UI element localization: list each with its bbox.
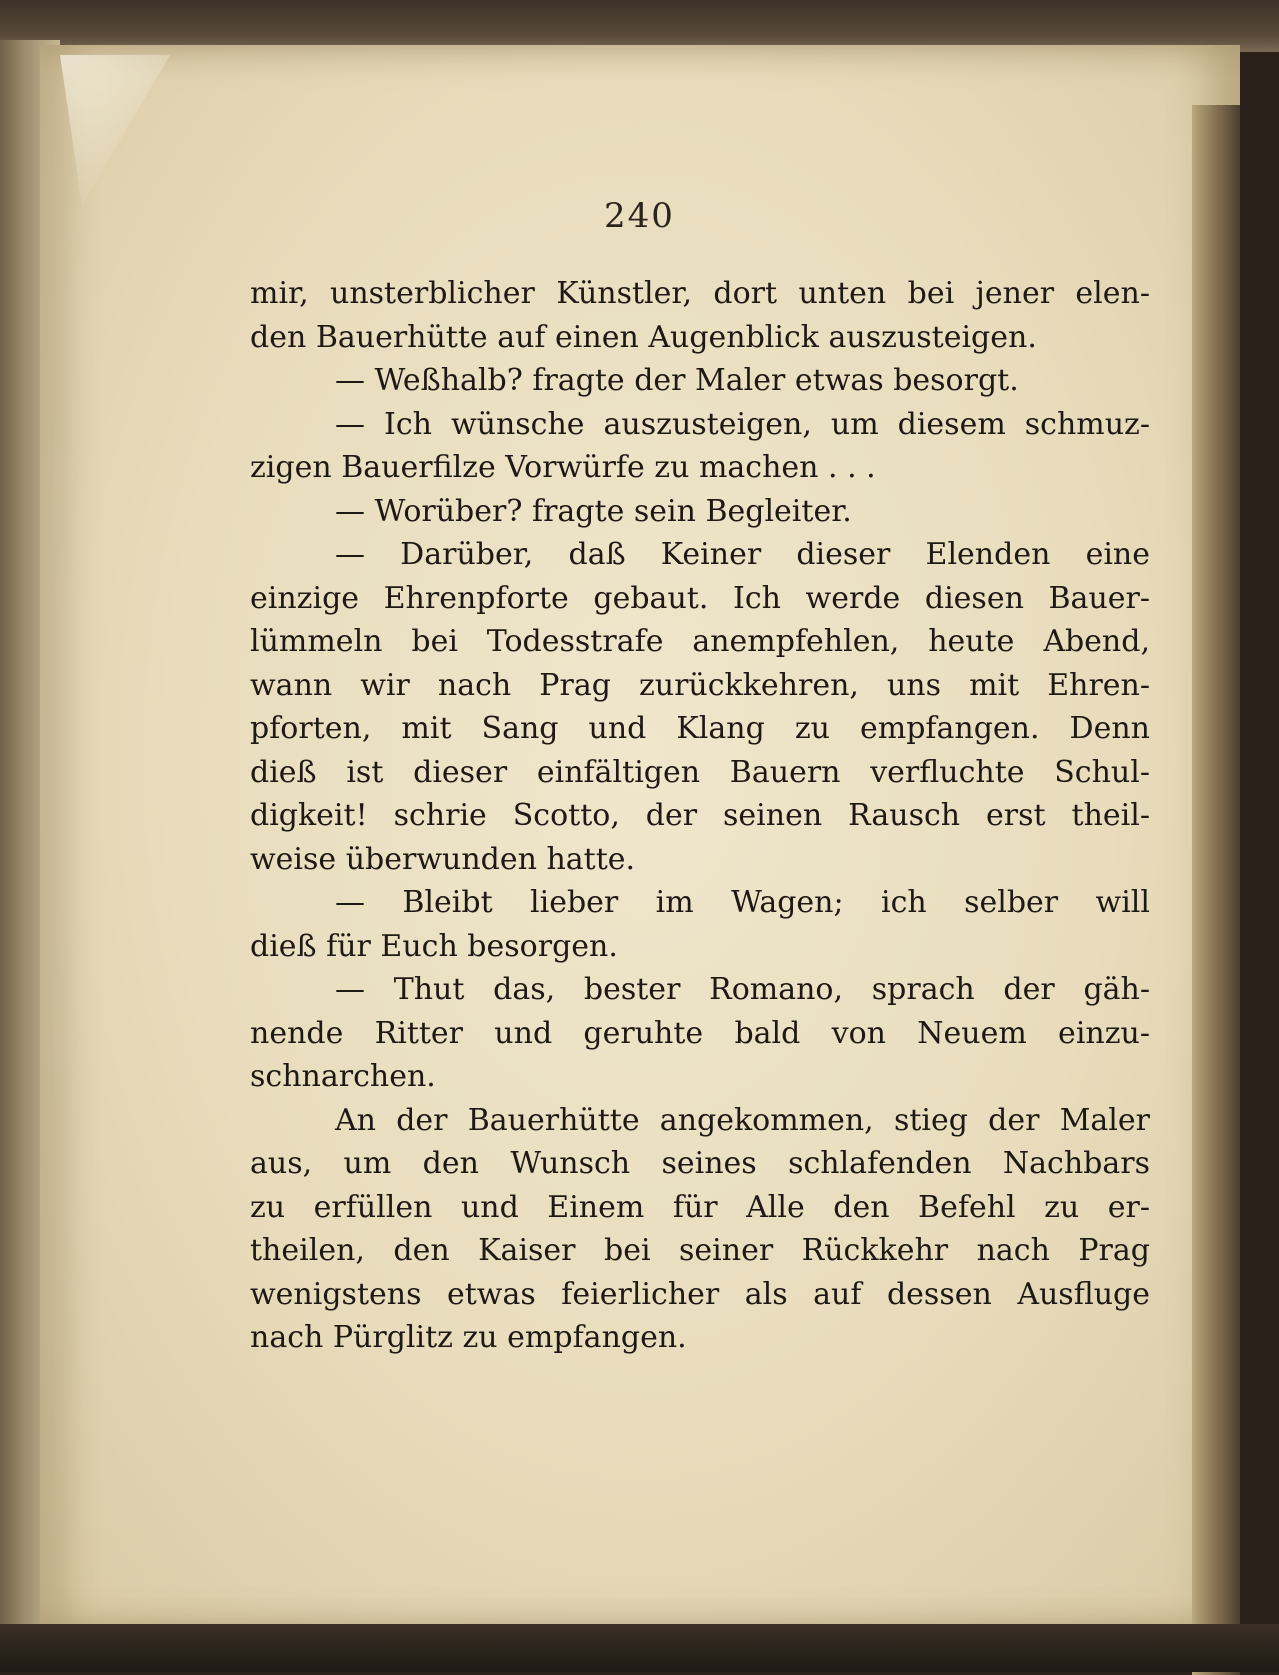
page-gutter-right [1192,105,1240,1675]
text-line: lümmeln bei Todesstrafe anempfehlen, heute Abend, [250,624,1150,659]
text-line: schnarchen. [250,1059,436,1094]
scan-background-bottom [0,1624,1279,1672]
body-text [250,272,1150,1360]
text-line: — Ich wünsche auszusteigen, um diesem schmuz- [335,406,1150,442]
text-line: weise überwunden hatte. [250,841,636,877]
text-line: — Darüber, daß Keiner dieser Elenden eine [335,537,1150,572]
text-line: mir, unsterblicher Künstler, dort unten bei jener elen- [250,276,1150,311]
text-line: digkeit! schrie Scotto, der seinen Rausch erst theil- [250,798,1150,833]
text-line: zu erfüllen und Einem für Alle den Befehl zu er- [250,1189,1150,1225]
text-line: theilen, den Kaiser bei seiner Rückkehr nach Prag [250,1233,1150,1268]
text-line: An der Bauerhütte angekommen, stieg der Maler [335,1102,1150,1138]
text-line: nach Pürglitz zu empfangen. [250,1320,687,1355]
text-line: — Bleibt lieber im Wagen; ich selber will [335,885,1150,920]
text-line: wann wir nach Prag zurückkehren, uns mit Ehren- [250,667,1150,703]
text-line: den Bauerhütte auf einen Augenblick auszusteigen. [250,319,1037,355]
page-number: 240 [604,196,675,236]
text-line: — Weßhalb? fragte der Maler etwas besorgt. [335,363,1019,398]
text-line: wenigstens etwas feierlicher als auf dessen Ausfluge [250,1276,1150,1312]
text-line: dieß ist dieser einfältigen Bauern verfluchte Schul- [250,754,1150,790]
text-line: — Worüber? fragte sein Begleiter. [335,493,852,529]
text-line: dieß für Euch besorgen. [250,928,618,964]
text-line: pforten, mit Sang und Klang zu empfangen. Denn [250,711,1150,746]
text-line: zigen Bauerfilze Vorwürfe zu machen . . . [250,450,876,485]
text-line: einzige Ehrenpforte gebaut. Ich werde diesen Bauer- [250,580,1150,616]
text-line: nende Ritter und geruhte bald von Neuem einzu- [250,1015,1150,1051]
text-line: — Thut das, bester Romano, sprach der gäh- [335,972,1150,1007]
text-line: aus, um den Wunsch seines schlafenden Nachbars [250,1146,1150,1181]
